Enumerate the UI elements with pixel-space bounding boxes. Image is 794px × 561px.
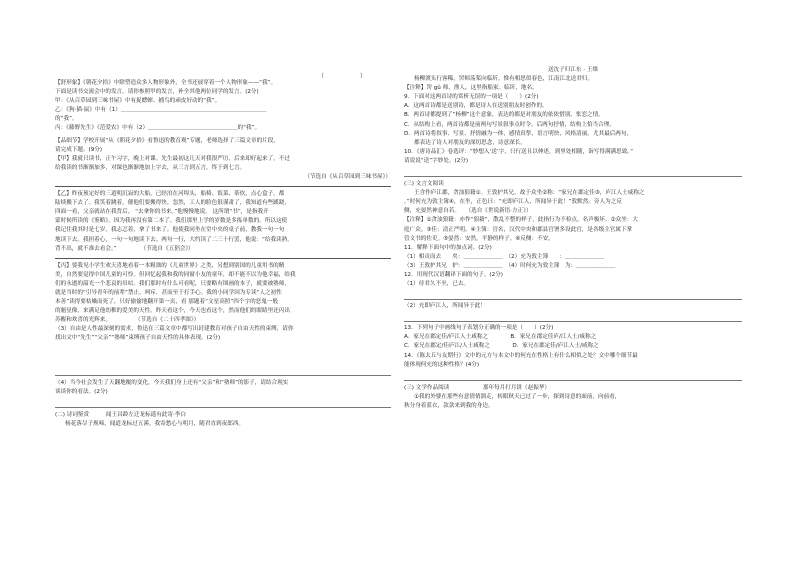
passage-jia-line1: 【甲】我就只读书，正午习字，晚上对课。先生最初这几天对我很严厉，后来却好起来了，不过 — [55, 155, 290, 162]
literary-text-line1: ①我的外婆在那些有意情情溜走，转眼秋天已过了一步，探到诗意的面前，向前看， — [414, 393, 621, 400]
q11-items-2[interactable]: （3）王敦护其兄 护：＿＿＿＿＿＿＿ （4）时何充为敦主簿 为：＿＿＿＿＿＿＿ — [404, 262, 616, 269]
classical-section-heading: (三) 文言文阅读 — [404, 181, 444, 188]
q10-prompt-line2: 请说说“送”字妙处。(2分) — [404, 157, 469, 164]
q9-option-b[interactable]: B．两首诗都提到了“杨柳”这个意象，表达的都是对朋友的依依惜别、怅恋之情。 — [404, 112, 604, 119]
passage-yi-line1: 【乙】昨夜预定好的三道明沉寂的大船，已经泊在河埠头，船椅、饭菜、茶炊，点心盒子，都 — [55, 191, 285, 198]
classical-note-line3: 管文书的佐吏。⑤晏然：安然，平静的样子。⑥反侧：不安。 — [404, 235, 554, 242]
literary-section-heading: (三) 文学作品阅读 那年每月打月饼（赵振华） — [404, 384, 550, 391]
q12-sentence-2: （2）充即庐江人，所闻异于此！ — [404, 303, 486, 310]
q13-options-cd[interactable]: C．家兄在郡定/佳庐江/人士咸称之 D．家兄在郡定佳/庐江人士/咸称之 — [404, 343, 599, 350]
q4-prompt-line1: （4）当今社会发生了天翻地覆的变化，今天我们身上还有“父亲”和“塾师”的影子，请结合现实 — [55, 379, 289, 386]
passage-yi-line7: 背不出，就不准去看会。” （节选自《五猖会》） — [55, 245, 194, 252]
classical-note-line1: 【注释】①贪浊狼籍：亦作“狼藉”，散乱不整的样子，此指行为不检点，名声极坏。②众坐：大 — [404, 217, 638, 224]
passage-yi-line2: 陆续搬下去了。我笑着跳着，催他们要搬得快。忽然，工人的脸色很谨肃了，我知道有些蹊跷， — [55, 200, 290, 207]
passage-bing-line3: 们的永逝的韶光一个悲哀的吊唁。我们那时有什么可看呢，只要略有图画的本子，就要被塾师， — [55, 280, 290, 287]
passage-jia-source: （节选自《从百草园到三味书屋》） — [304, 173, 391, 180]
divider — [55, 186, 391, 187]
q4-prompt-line2: 谈谈你的看法。(2分) — [55, 388, 108, 395]
q9-option-d-cont: 都表达了诗人对朋友的深切思念，诗意深长。 — [414, 139, 526, 146]
passage-yi-line4: 蒙时候所读的《鉴略》。因为我再没有第二本了。我们那里上学的岁数是多拣单数的，所以这使 — [55, 218, 288, 225]
right-column — [404, 66, 742, 411]
classical-note-line2: 庭广众。③佳：清正严明。④主簿：官名，汉代中央和郡县官署多设此官，是各级主官属下掌 — [404, 226, 633, 233]
q14-prompt-line2: 能体现何充的这种性格？(4分) — [404, 361, 480, 368]
classical-text-line3: 侧，充晏然神意自若。 （选自《世说新语·方正》） — [404, 208, 532, 215]
q1-prompt-line2: 下面是读书交流会中的发言，请你参照甲的发言，补全其他两位同学的发言。(2分) — [55, 89, 259, 96]
q1-prompt-line1: 【舒形象】《朝花夕拾》中除塑造众多人物形象外，全书还展穿着一个人物形象——“我”。 — [55, 80, 277, 86]
q11-prompt: 11．解释下面句中的加点词。(2分) — [404, 244, 492, 251]
passage-jia-line2: 给我读的书渐渐加多，对课也渐渐地加上字去，从三言到五言，终于到七言。 — [55, 164, 246, 171]
q9-prompt: 9．下面对这两首诗的赏析无误的一项是（ ）(2分) — [404, 94, 539, 101]
passage-yi-line3: 四面一看，父亲就站在我背后。 “去拿你的书来。”他慢慢地说。 这所谓“书”，是指我开 — [55, 209, 269, 216]
passage-yi-line5: 我记住我其时是七岁。我忐忑着，拿了书来了。他使我同坐在堂中央的桌子前，教我一句一句 — [55, 227, 285, 234]
q9-option-c[interactable]: C．从结构上看，两首诗都是前两句写景叙事点时令，后两句抒情，结构上恰当合理。 — [404, 121, 615, 128]
q3-prompt-line1: （3）自由是人性最深刻的需求，鲁迅在三篇文章中都写出封建教育对孩子自由天性的束缚，请你 — [55, 326, 294, 333]
q11-items-1[interactable]: （1）相贡而去 矣：＿＿＿＿＿＿＿ （2）充为敦主簿 ：＿＿＿＿＿＿＿ — [404, 253, 605, 260]
passage-yi-line6: 地读下去。我担着心，一句一句地读下去。两句一行，大约读了二三十行罢，他说：“给我读熟。 — [55, 236, 293, 243]
passage-bing-line1: 【丙】要我见小学生欢天喜地看着一本粗拙的《儿童世界》之类，另想到别国的儿童用书的精 — [55, 262, 285, 269]
passage-bing-line6: 的魁星像，来满足他幼稚的爱美的天性。昨天看这个，今天也看这个，然而他们的眼睛里还闪出 — [55, 308, 290, 315]
classical-text-line1: 王含作庐江郡，贪浊狼籍①。王敦护其兄，故于众坐②称：“家兄在郡定佳③，庐江人士咸称之 — [414, 190, 645, 197]
q14-prompt-line1: 14．《陈太丘与友期行》文中的元方与本文中的何充在性格上有什么相似之处？文中哪个细节最 — [404, 352, 638, 359]
divider — [55, 258, 391, 259]
q12-answer-1[interactable] — [404, 290, 742, 300]
q10-answer-line[interactable] — [404, 167, 742, 177]
classical-text-line2: 。”时何充为敦主簿④，在坐，正色曰：“充即庐江人，所闻异于此！”敦默然。旁人为之反 — [404, 199, 622, 206]
q1-blank-yi[interactable]: 乙：《狗·猫·鼠》中有（1）＿＿＿＿＿＿＿＿＿＿＿＿＿＿＿＿＿＿＿＿＿＿＿＿＿＿ — [55, 107, 267, 114]
q12-sentence-1: （1）待君久不至，已去。 — [404, 281, 470, 288]
literary-text-line2: 秋分身着蓝衣，款款来到我的身边。 — [404, 402, 494, 409]
q9-option-d[interactable]: D．两首诗将叙事、写景、抒情融为一体，感情真挚，语言明快，风格清丽。尤其最后两句， — [404, 130, 633, 137]
q12-prompt: 12．用现代汉语翻译下面的句子。(2分) — [404, 271, 503, 278]
q13-options-ab[interactable]: A．家兄在郡定佳/庐江人士咸称之 B．家兄在郡定佳庐/江人士/咸称之 — [404, 334, 597, 341]
q1-example-jia: 甲：《从百草园到三味书屋》中有捉蟋蟀、捕鸟的顽皮好动的“我”。 — [55, 98, 221, 105]
passage-bing-line2: 美，自然要觉得中国儿童的可怜。但回忆起我和我的同窗小友的童年，却不能不以为他幸福，给我 — [55, 271, 296, 278]
q9-option-a[interactable]: A．这两首诗都是送别诗，都是诗人在送别朋友时创作的。 — [404, 103, 548, 110]
q3-answer-area[interactable] — [55, 345, 391, 376]
q1-blank-bing[interactable]: 丙：《藤野先生》《范爱农》中有（2）＿＿＿＿＿＿＿＿＿＿＿＿＿＿＿＿的“我”。 — [55, 125, 261, 132]
passage-bing-line4: 就是当时的“引导青年的前辈”禁止，呵斥，甚而至于打手心。我的小同学因为专读“人之初性 — [55, 289, 282, 296]
q12-answer-2[interactable] — [404, 312, 742, 322]
q13-prompt: 13．下列句子中画线句子表划分正确的一项是（ ）(2分) — [404, 325, 554, 332]
q3-prompt-line2: 找出文中“先生”“父亲”“塾师”束缚孩子自由天性的具体表现。(2分) — [55, 335, 221, 342]
poem-section-heading: (二) 诗词鉴赏 闻王昌龄左迁龙标遥有此寄·李白 — [55, 411, 186, 418]
q2-prompt-line2: 请完成下题。(9分) — [55, 146, 103, 153]
q2-prompt-line1: 【品细节】学校开展“从《朝花夕拾》看鲁迅的教育观”专题，老师选择了三篇文章的片段， — [55, 137, 279, 144]
passage-bing-line5: 本善”读得要枯燥而死了，只好偷偷地翻开第一页，看 那题着“文星高照”四个字的恶鬼一般 — [55, 299, 279, 306]
poem2-note: 【注释】罟 gǔ 师，渔人，这里指船家。临圻，地名。 — [404, 85, 538, 92]
poem-text: 杨花落尽子规啼，闻道龙标过五溪。我寄愁心与明月，随君直到夜郎西。 — [65, 420, 245, 427]
q1-blank-yi-end: 的“我”。 — [55, 116, 78, 123]
page-header-bracket: （ ） — [317, 73, 366, 80]
q10-prompt-line1: 10．《唐诗品汇》卷选评：“妙想入‘送’字，只行送且以伸述，到里处相随，诣写得满满思致。” — [404, 148, 634, 155]
q4-answer-line[interactable] — [55, 398, 391, 408]
poem2-text: 杨柳渡头行客稀，罟师荡桨向临圻。惟有相思似春色，江南江北送君归。 — [414, 76, 594, 83]
passage-bing-line7: 苏醒和欢喜的光辉来。 （节选自《二十四孝图》） — [55, 317, 200, 324]
poem2-title: 送沈子归江东 · 王维 — [547, 67, 599, 73]
q14-answer-line[interactable] — [404, 371, 742, 381]
left-column — [55, 66, 391, 429]
